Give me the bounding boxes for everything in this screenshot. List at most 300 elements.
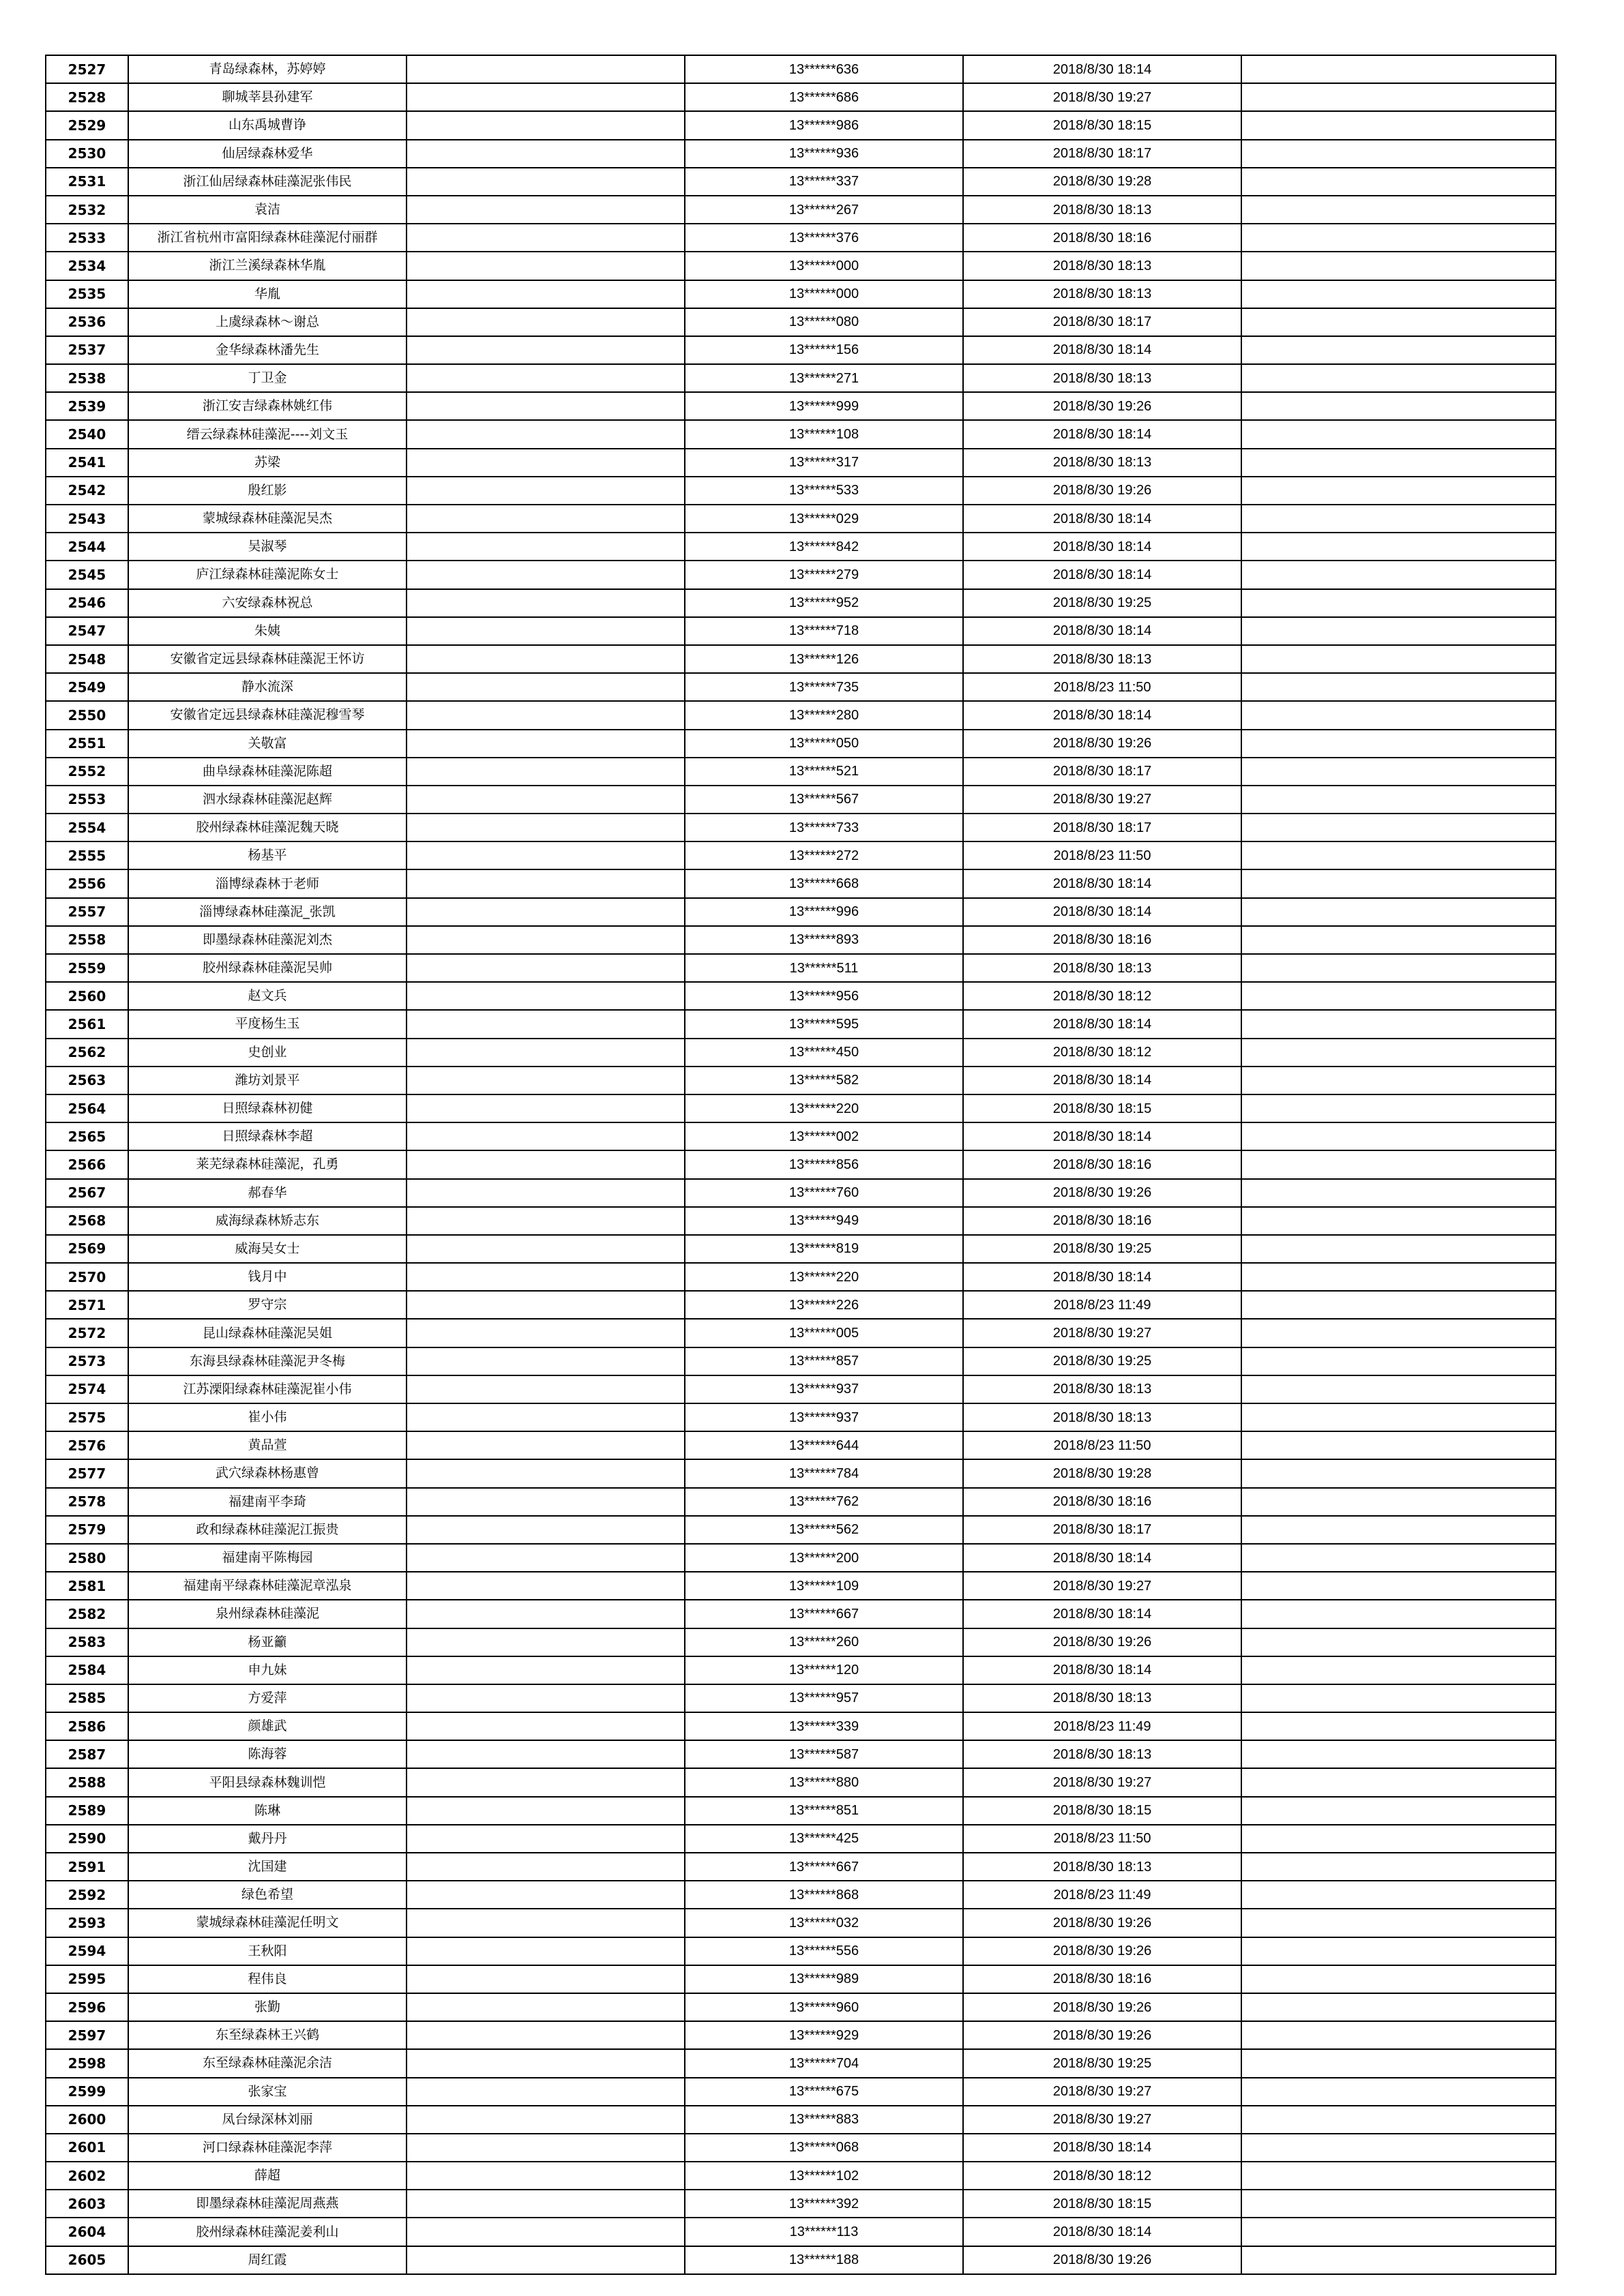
row-number-cell: 2560 [46, 982, 128, 1010]
row-number-cell: 2555 [46, 841, 128, 869]
row-number-cell: 2571 [46, 1291, 128, 1319]
table-row [46, 1488, 1556, 1516]
empty-cell [407, 168, 685, 196]
empty-cell [1241, 1740, 1556, 1768]
phone-cell: 13******267 [685, 196, 963, 224]
name-cell: 凤台绿深林刘丽 [128, 2106, 407, 2134]
name-cell: 崔小伟 [128, 1403, 407, 1431]
table-row [46, 533, 1556, 561]
phone-cell: 13******220 [685, 1094, 963, 1122]
empty-cell [407, 1291, 685, 1319]
table-row [46, 1937, 1556, 1965]
phone-cell: 13******280 [685, 701, 963, 729]
name-cell: 关敬富 [128, 730, 407, 758]
table-row [46, 1572, 1556, 1600]
empty-cell [407, 926, 685, 954]
name-cell: 浙江省杭州市富阳绿森林硅藻泥付丽群 [128, 224, 407, 252]
row-number-cell: 2583 [46, 1628, 128, 1656]
row-number-cell: 2597 [46, 2021, 128, 2049]
name-cell: 张勤 [128, 1993, 407, 2021]
phone-cell: 13******851 [685, 1797, 963, 1825]
phone-cell: 13******893 [685, 926, 963, 954]
table-row [46, 1768, 1556, 1796]
empty-cell [407, 1459, 685, 1487]
empty-cell [1241, 1909, 1556, 1937]
name-cell: 即墨绿森林硅藻泥周燕燕 [128, 2190, 407, 2218]
row-number-cell: 2536 [46, 308, 128, 336]
row-number-cell: 2590 [46, 1825, 128, 1853]
table-row [46, 224, 1556, 252]
empty-cell [1241, 1684, 1556, 1712]
empty-cell [407, 1516, 685, 1544]
table-row [46, 673, 1556, 701]
phone-cell: 13******002 [685, 1122, 963, 1150]
empty-cell [1241, 1797, 1556, 1825]
timestamp-cell: 2018/8/30 18:17 [963, 814, 1241, 841]
empty-cell [1241, 786, 1556, 814]
name-cell: 泗水绿森林硅藻泥赵辉 [128, 786, 407, 814]
empty-cell [407, 1740, 685, 1768]
phone-cell: 13******200 [685, 1544, 963, 1572]
row-number-cell: 2545 [46, 561, 128, 588]
phone-cell: 13******937 [685, 1375, 963, 1403]
timestamp-cell: 2018/8/30 18:13 [963, 645, 1241, 673]
empty-cell [1241, 1516, 1556, 1544]
registration-table [45, 55, 1556, 2275]
name-cell: 华胤 [128, 280, 407, 308]
table-row [46, 814, 1556, 841]
table-row [46, 196, 1556, 224]
table-row [46, 420, 1556, 448]
empty-cell [407, 841, 685, 869]
timestamp-cell: 2018/8/30 19:27 [963, 2106, 1241, 2134]
timestamp-cell: 2018/8/30 19:26 [963, 1628, 1241, 1656]
row-number-cell: 2542 [46, 477, 128, 505]
empty-cell [1241, 1291, 1556, 1319]
name-cell: 黄品萱 [128, 1431, 407, 1459]
empty-cell [1241, 561, 1556, 588]
empty-cell [1241, 477, 1556, 505]
row-number-cell: 2552 [46, 758, 128, 786]
phone-cell: 13******644 [685, 1431, 963, 1459]
timestamp-cell: 2018/8/30 18:17 [963, 758, 1241, 786]
empty-cell [1241, 420, 1556, 448]
empty-cell [407, 1684, 685, 1712]
empty-cell [407, 1628, 685, 1656]
empty-cell [1241, 1235, 1556, 1263]
table-row [46, 1067, 1556, 1094]
name-cell: 王秋阳 [128, 1937, 407, 1965]
empty-cell [407, 1122, 685, 1150]
table-row [46, 140, 1556, 168]
empty-cell [1241, 1403, 1556, 1431]
timestamp-cell: 2018/8/30 18:16 [963, 1150, 1241, 1178]
phone-cell: 13******999 [685, 392, 963, 420]
row-number-cell: 2592 [46, 1881, 128, 1909]
empty-cell [1241, 1768, 1556, 1796]
row-number-cell: 2586 [46, 1712, 128, 1740]
phone-cell: 13******000 [685, 252, 963, 280]
empty-cell [407, 1263, 685, 1291]
name-cell: 曲阜绿森林硅藻泥陈超 [128, 758, 407, 786]
empty-cell [407, 954, 685, 982]
row-number-cell: 2589 [46, 1797, 128, 1825]
table-row [46, 2218, 1556, 2246]
table-row [46, 336, 1556, 364]
name-cell: 江苏溧阳绿森林硅藻泥崔小伟 [128, 1375, 407, 1403]
table-row [46, 1319, 1556, 1347]
empty-cell [407, 898, 685, 926]
row-number-cell: 2547 [46, 617, 128, 645]
row-number-cell: 2558 [46, 926, 128, 954]
table-row [46, 252, 1556, 280]
table-row [46, 2021, 1556, 2049]
timestamp-cell: 2018/8/30 18:14 [963, 533, 1241, 561]
empty-cell [407, 2190, 685, 2218]
name-cell: 福建南平李琦 [128, 1488, 407, 1516]
phone-cell: 13******392 [685, 2190, 963, 2218]
table-row [46, 477, 1556, 505]
row-number-cell: 2559 [46, 954, 128, 982]
phone-cell: 13******188 [685, 2246, 963, 2274]
name-cell: 郝春华 [128, 1179, 407, 1207]
empty-cell [1241, 1010, 1556, 1038]
name-cell: 东海县绿森林硅藻泥尹冬梅 [128, 1347, 407, 1375]
timestamp-cell: 2018/8/30 18:14 [963, 1656, 1241, 1684]
name-cell: 苏梁 [128, 449, 407, 477]
phone-cell: 13******260 [685, 1628, 963, 1656]
table-row [46, 1628, 1556, 1656]
row-number-cell: 2585 [46, 1684, 128, 1712]
phone-cell: 13******762 [685, 1488, 963, 1516]
table-row [46, 1263, 1556, 1291]
row-number-cell: 2561 [46, 1010, 128, 1038]
table-row [46, 1516, 1556, 1544]
phone-cell: 13******760 [685, 1179, 963, 1207]
timestamp-cell: 2018/8/30 19:26 [963, 1993, 1241, 2021]
table-row [46, 1207, 1556, 1235]
timestamp-cell: 2018/8/30 18:15 [963, 2190, 1241, 2218]
phone-cell: 13******113 [685, 2218, 963, 2246]
name-cell: 沈国建 [128, 1853, 407, 1881]
name-cell: 陈海蓉 [128, 1740, 407, 1768]
empty-cell [407, 701, 685, 729]
name-cell: 缙云绿森林硅藻泥----刘文玉 [128, 420, 407, 448]
empty-cell [1241, 2162, 1556, 2190]
timestamp-cell: 2018/8/30 19:26 [963, 2246, 1241, 2274]
timestamp-cell: 2018/8/30 19:27 [963, 786, 1241, 814]
timestamp-cell: 2018/8/30 19:28 [963, 1459, 1241, 1487]
timestamp-cell: 2018/8/30 19:28 [963, 168, 1241, 196]
row-number-cell: 2572 [46, 1319, 128, 1347]
timestamp-cell: 2018/8/30 18:14 [963, 1263, 1241, 1291]
phone-cell: 13******587 [685, 1740, 963, 1768]
phone-cell: 13******562 [685, 1516, 963, 1544]
row-number-cell: 2556 [46, 869, 128, 897]
phone-cell: 13******636 [685, 55, 963, 83]
empty-cell [407, 2106, 685, 2134]
name-cell: 东至绿森林硅藻泥余洁 [128, 2049, 407, 2077]
table-row [46, 1600, 1556, 1628]
phone-cell: 13******880 [685, 1768, 963, 1796]
empty-cell [407, 1403, 685, 1431]
row-number-cell: 2580 [46, 1544, 128, 1572]
row-number-cell: 2544 [46, 533, 128, 561]
timestamp-cell: 2018/8/30 18:13 [963, 449, 1241, 477]
phone-cell: 13******957 [685, 1684, 963, 1712]
name-cell: 胶州绿森林硅藻泥吴帅 [128, 954, 407, 982]
table-row [46, 1740, 1556, 1768]
empty-cell [1241, 1572, 1556, 1600]
timestamp-cell: 2018/8/30 18:17 [963, 1516, 1241, 1544]
empty-cell [407, 1853, 685, 1881]
timestamp-cell: 2018/8/30 19:27 [963, 2078, 1241, 2106]
table-row [46, 280, 1556, 308]
empty-cell [407, 673, 685, 701]
table-row [46, 83, 1556, 111]
phone-cell: 13******511 [685, 954, 963, 982]
name-cell: 庐江绿森林硅藻泥陈女士 [128, 561, 407, 588]
table-row [46, 954, 1556, 982]
empty-cell [407, 224, 685, 252]
phone-cell: 13******109 [685, 1572, 963, 1600]
row-number-cell: 2598 [46, 2049, 128, 2077]
empty-cell [407, 392, 685, 420]
empty-cell [407, 2078, 685, 2106]
empty-cell [407, 308, 685, 336]
phone-cell: 13******949 [685, 1207, 963, 1235]
table-row [46, 2134, 1556, 2162]
phone-cell: 13******220 [685, 1263, 963, 1291]
name-cell: 安徽省定远县绿森林硅藻泥穆雪琴 [128, 701, 407, 729]
empty-cell [1241, 869, 1556, 897]
phone-cell: 13******667 [685, 1853, 963, 1881]
empty-cell [407, 1993, 685, 2021]
empty-cell [1241, 2049, 1556, 2077]
phone-cell: 13******718 [685, 617, 963, 645]
timestamp-cell: 2018/8/30 18:16 [963, 1965, 1241, 1993]
table-row [46, 449, 1556, 477]
empty-cell [407, 645, 685, 673]
name-cell: 薛超 [128, 2162, 407, 2190]
name-cell: 日照绿森林李超 [128, 1122, 407, 1150]
empty-cell [1241, 1825, 1556, 1853]
phone-cell: 13******582 [685, 1067, 963, 1094]
phone-cell: 13******120 [685, 1656, 963, 1684]
table-row [46, 168, 1556, 196]
timestamp-cell: 2018/8/23 11:50 [963, 673, 1241, 701]
timestamp-cell: 2018/8/30 18:14 [963, 420, 1241, 448]
table-row [46, 1375, 1556, 1403]
empty-cell [1241, 1263, 1556, 1291]
empty-cell [407, 2049, 685, 2077]
empty-cell [1241, 224, 1556, 252]
empty-cell [1241, 280, 1556, 308]
phone-cell: 13******784 [685, 1459, 963, 1487]
row-number-cell: 2577 [46, 1459, 128, 1487]
phone-cell: 13******668 [685, 869, 963, 897]
row-number-cell: 2567 [46, 1179, 128, 1207]
name-cell: 张家宝 [128, 2078, 407, 2106]
table-row [46, 2246, 1556, 2274]
name-cell: 吴淑琴 [128, 533, 407, 561]
empty-cell [1241, 1937, 1556, 1965]
phone-cell: 13******856 [685, 1150, 963, 1178]
table-row [46, 898, 1556, 926]
row-number-cell: 2575 [46, 1403, 128, 1431]
timestamp-cell: 2018/8/30 18:15 [963, 111, 1241, 139]
empty-cell [407, 1797, 685, 1825]
row-number-cell: 2538 [46, 364, 128, 392]
empty-cell [407, 1150, 685, 1178]
phone-cell: 13******068 [685, 2134, 963, 2162]
phone-cell: 13******956 [685, 982, 963, 1010]
timestamp-cell: 2018/8/30 18:16 [963, 1488, 1241, 1516]
row-number-cell: 2541 [46, 449, 128, 477]
empty-cell [1241, 701, 1556, 729]
timestamp-cell: 2018/8/23 11:49 [963, 1291, 1241, 1319]
table-row [46, 308, 1556, 336]
empty-cell [1241, 55, 1556, 83]
phone-cell: 13******102 [685, 2162, 963, 2190]
empty-cell [407, 55, 685, 83]
name-cell: 绿色希望 [128, 1881, 407, 1909]
row-number-cell: 2591 [46, 1853, 128, 1881]
name-cell: 东至绿森林王兴鹤 [128, 2021, 407, 2049]
row-number-cell: 2534 [46, 252, 128, 280]
timestamp-cell: 2018/8/23 11:49 [963, 1712, 1241, 1740]
timestamp-cell: 2018/8/30 18:13 [963, 1684, 1241, 1712]
empty-cell [407, 1656, 685, 1684]
empty-cell [407, 730, 685, 758]
empty-cell [1241, 730, 1556, 758]
timestamp-cell: 2018/8/30 19:27 [963, 1572, 1241, 1600]
name-cell: 河口绿森林硅藻泥李萍 [128, 2134, 407, 2162]
table-row [46, 55, 1556, 83]
row-number-cell: 2532 [46, 196, 128, 224]
table-row [46, 1881, 1556, 1909]
phone-cell: 13******000 [685, 280, 963, 308]
timestamp-cell: 2018/8/23 11:49 [963, 1881, 1241, 1909]
empty-cell [1241, 814, 1556, 841]
timestamp-cell: 2018/8/30 19:26 [963, 1909, 1241, 1937]
name-cell: 申九妹 [128, 1656, 407, 1684]
row-number-cell: 2554 [46, 814, 128, 841]
empty-cell [407, 1319, 685, 1347]
name-cell: 丁卫金 [128, 364, 407, 392]
phone-cell: 13******936 [685, 140, 963, 168]
table-row [46, 1094, 1556, 1122]
phone-cell: 13******989 [685, 1965, 963, 1993]
timestamp-cell: 2018/8/30 18:13 [963, 1375, 1241, 1403]
empty-cell [407, 83, 685, 111]
empty-cell [407, 420, 685, 448]
name-cell: 程伟良 [128, 1965, 407, 1993]
name-cell: 金华绿森林潘先生 [128, 336, 407, 364]
timestamp-cell: 2018/8/30 18:17 [963, 140, 1241, 168]
empty-cell [1241, 954, 1556, 982]
empty-cell [1241, 1881, 1556, 1909]
empty-cell [407, 758, 685, 786]
empty-cell [1241, 1656, 1556, 1684]
empty-cell [1241, 449, 1556, 477]
timestamp-cell: 2018/8/30 18:14 [963, 505, 1241, 533]
empty-cell [407, 2218, 685, 2246]
phone-cell: 13******126 [685, 645, 963, 673]
empty-cell [407, 1712, 685, 1740]
empty-cell [407, 140, 685, 168]
empty-cell [407, 1544, 685, 1572]
empty-cell [407, 1825, 685, 1853]
timestamp-cell: 2018/8/23 11:50 [963, 1825, 1241, 1853]
empty-cell [407, 2134, 685, 2162]
empty-cell [1241, 2190, 1556, 2218]
row-number-cell: 2601 [46, 2134, 128, 2162]
phone-cell: 13******029 [685, 505, 963, 533]
empty-cell [407, 1909, 685, 1937]
row-number-cell: 2588 [46, 1768, 128, 1796]
empty-cell [1241, 2246, 1556, 2274]
timestamp-cell: 2018/8/30 18:13 [963, 252, 1241, 280]
empty-cell [407, 814, 685, 841]
phone-cell: 13******868 [685, 1881, 963, 1909]
row-number-cell: 2600 [46, 2106, 128, 2134]
empty-cell [1241, 140, 1556, 168]
empty-cell [1241, 1853, 1556, 1881]
name-cell: 淄博绿森林硅藻泥_张凯 [128, 898, 407, 926]
table-row [46, 2190, 1556, 2218]
phone-cell: 13******450 [685, 1039, 963, 1067]
table-row [46, 1403, 1556, 1431]
row-number-cell: 2543 [46, 505, 128, 533]
empty-cell [1241, 1150, 1556, 1178]
row-number-cell: 2553 [46, 786, 128, 814]
phone-cell: 13******996 [685, 898, 963, 926]
timestamp-cell: 2018/8/30 19:26 [963, 392, 1241, 420]
phone-cell: 13******857 [685, 1347, 963, 1375]
phone-cell: 13******567 [685, 786, 963, 814]
row-number-cell: 2550 [46, 701, 128, 729]
row-number-cell: 2584 [46, 1656, 128, 1684]
name-cell: 朱姨 [128, 617, 407, 645]
timestamp-cell: 2018/8/30 19:27 [963, 1768, 1241, 1796]
name-cell: 威海绿森林矫志东 [128, 1207, 407, 1235]
phone-cell: 13******595 [685, 1010, 963, 1038]
empty-cell [407, 1965, 685, 1993]
name-cell: 史创业 [128, 1039, 407, 1067]
timestamp-cell: 2018/8/30 18:16 [963, 1207, 1241, 1235]
row-number-cell: 2540 [46, 420, 128, 448]
empty-cell [407, 252, 685, 280]
empty-cell [1241, 982, 1556, 1010]
empty-cell [407, 477, 685, 505]
timestamp-cell: 2018/8/30 19:25 [963, 1347, 1241, 1375]
empty-cell [1241, 1628, 1556, 1656]
empty-cell [1241, 308, 1556, 336]
phone-cell: 13******883 [685, 2106, 963, 2134]
empty-cell [407, 2162, 685, 2190]
table-row [46, 617, 1556, 645]
name-cell: 威海吴女士 [128, 1235, 407, 1263]
empty-cell [1241, 758, 1556, 786]
row-number-cell: 2548 [46, 645, 128, 673]
empty-cell [1241, 1375, 1556, 1403]
table-row [46, 1235, 1556, 1263]
row-number-cell: 2565 [46, 1122, 128, 1150]
table-row [46, 1291, 1556, 1319]
name-cell: 安徽省定远县绿森林硅藻泥王怀访 [128, 645, 407, 673]
empty-cell [407, 869, 685, 897]
